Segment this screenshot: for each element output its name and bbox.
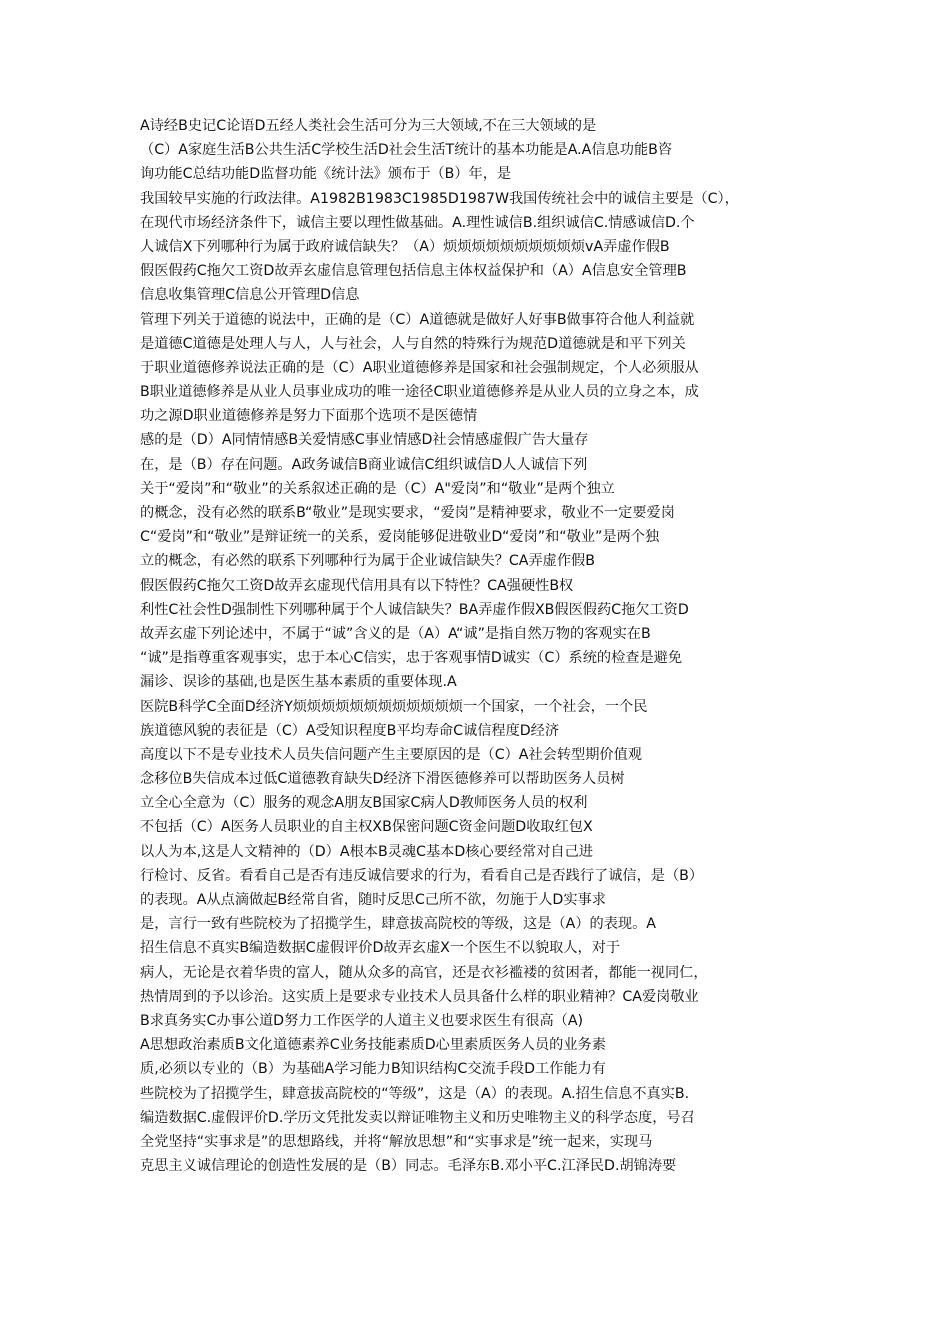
text-line: （C）A家庭生活B公共生活C学校生活D社会生活T统计的基本功能是A.A信息功能B咨 bbox=[140, 142, 673, 159]
text-line: 克思主义诚信理论的创造性发展的是（B）同志。毛泽东B.邓小平C.江泽民D.胡锦涛要 bbox=[140, 1158, 677, 1175]
text-line: 立的概念，有必然的联系下列哪种行为属于企业诚信缺失？CA弄虚作假B bbox=[140, 553, 595, 570]
text-line: 质,必须以专业的（B）为基础A学习能力B知识结构C交流手段D工作能力有 bbox=[140, 1061, 606, 1078]
text-line: 的表现。A从点滴做起B经常自省，随时反思C己所不欲，勿施于人D实事求 bbox=[140, 892, 606, 908]
text-line: “诚”是指尊重客观事实，忠于本心C信实，忠于客观事情D诚实（C）系统的检查是避免 bbox=[140, 650, 683, 667]
text-line: 招生信息不真实B编造数据C虚假评价D故弄玄虚X一个医生不以貌取人，对于 bbox=[140, 940, 621, 957]
text-line: 利性C社会性D强制性下列哪种属于个人诚信缺失？BA弄虚作假XB假医假药C拖欠工资D bbox=[140, 601, 689, 618]
text-line: 在，是（B）存在问题。A政务诚信B商业诚信C组织诚信D人人诚信下列 bbox=[140, 456, 588, 473]
text-line: 我国较早实施的行政法律。A1982B1983C1985D1987W我国传统社会中的诚信主要是（C）， bbox=[140, 190, 739, 207]
text-line: 询功能C总结功能D监督功能《统计法》颁布于（B）年，是 bbox=[140, 166, 512, 183]
text-line: 关于“爱岗”和“敬业”的关系叙述正确的是（C）A"爱岗”和“敬业”是两个独立 bbox=[140, 480, 615, 497]
text-line: 立全心全意为（C）服务的观念A朋友B国家C病人D教师医务人员的权利 bbox=[140, 795, 588, 812]
text-line: 病人，无论是衣着华贵的富人，随从众多的高官，还是衣衫褴褛的贫困者，都能一视同仁， bbox=[140, 964, 708, 981]
text-line: A诗经B史记C论语D五经人类社会生活可分为三大领域,不在三大领域的是 bbox=[140, 118, 597, 134]
text-line: 功之源D职业道德修养是努力下面那个选项不是医德情 bbox=[140, 408, 478, 425]
text-line: 的概念，没有必然的联系B“敬业”是现实要求，“爱岗”是精神要求，敬业不一定要爱岗 bbox=[140, 505, 675, 521]
text-line: 在现代市场经济条件下，诚信主要以理性做基础。A.理性诚信B.组织诚信C.情感诚信D.个 bbox=[140, 214, 695, 231]
text-line: 行检讨、反省。看看自己是否有违反诚信要求的行为，看看自己是否践行了诚信，是（B） bbox=[140, 867, 704, 884]
text-line: 高度以下不是专业技术人员失信问题产生主要原因的是（C）A社会转型期价值观 bbox=[140, 746, 642, 763]
text-line: 漏诊、误诊的基础,也是医生基本素质的重要体现.A bbox=[140, 674, 457, 691]
text-line: 些院校为了招揽学生，肆意拔高院校的“等级”，这是（A）的表现。A.招生信息不真实B. bbox=[140, 1085, 690, 1102]
text-line: 故弄玄虚下列论述中，不属于“诚”含义的是（A）A“诚”是指自然万物的客观实在B bbox=[140, 625, 651, 642]
text-line: A思想政治素质B文化道德素养C业务技能素质D心里素质医务人员的业务素 bbox=[140, 1037, 606, 1054]
text-line: 于职业道德修养说法正确的是（C）A职业道德修养是国家和社会强制规定，个人必须服从 bbox=[140, 359, 699, 376]
document-body bbox=[140, 114, 820, 1178]
text-line: 以人为本,这是人文精神的（D）A根本B灵魂C基本D核心要经常对自己进 bbox=[140, 843, 593, 860]
text-line: 族道德风貌的表征是（C）A受知识程度B平均寿命C诚信程度D经济 bbox=[140, 722, 560, 739]
text-line: B职业道德修养是从业人员事业成功的唯一途径C职业道德修养是从业人员的立身之本，成 bbox=[140, 384, 699, 401]
text-line: 念移位B失信成本过低C道德教育缺失D经济下滑医德修养可以帮助医务人员树 bbox=[140, 771, 625, 788]
text-line: 是道德C道德是处理人与人，人与社会，人与自然的特殊行为规范D道德就是和平下列关 bbox=[140, 335, 686, 352]
text-line: 医院B科学C全面D经济Y烦烦烦烦烦烦烦烦烦烦烦烦一个国家，一个社会，一个民 bbox=[140, 698, 648, 715]
text-line: 是，言行一致有些院校为了招揽学生，肆意拔高院校的等级，这是（A）的表现。A bbox=[140, 916, 656, 933]
text-line: 热情周到的予以诊治。这实质上是要求专业技术人员具备什么样的职业精神？CA爱岗敬业 bbox=[140, 988, 699, 1005]
text-line: 人诚信X下列哪种行为属于政府诚信缺失？（A）烦烦烦烦烦烦烦烦烦烦vA弄虚作假B bbox=[140, 238, 670, 255]
text-line: 假医假药C拖欠工资D故弄玄虚现代信用具有以下特性？CA强硬性B权 bbox=[140, 577, 574, 594]
text-line: 管理下列关于道德的说法中，正确的是（C）A道德就是做好人好事B做事符合他人利益就 bbox=[140, 311, 695, 328]
text-line: 信息收集管理C信息公开管理D信息 bbox=[140, 287, 360, 304]
text-line: 全党坚持“实事求是”的思想路线，并将“解放思想”和“实事求是”统一起来，实现马 bbox=[140, 1133, 653, 1150]
text-line: 假医假药C拖欠工资D故弄玄虚信息管理包括信息主体权益保护和（A）A信息安全管理B bbox=[140, 263, 687, 280]
text-line: 编造数据C.虚假评价D.学历文凭批发卖以辩证唯物主义和历史唯物主义的科学态度，号召 bbox=[140, 1109, 695, 1126]
text-line: 不包括（C）A医务人员职业的自主权XB保密问题C资金问题D收取红包X bbox=[140, 819, 593, 836]
text-line: C“爱岗”和“敬业”是辩证统一的关系，爱岗能够促进敬业D“爱岗”和“敬业”是两个独 bbox=[140, 529, 660, 546]
text-line: B求真务实C办事公道D努力工作医学的人道主义也要求医生有很高（A) bbox=[140, 1012, 584, 1029]
text-line: 感的是（D）A同情情感B关爱情感C事业情感D社会情感虚假广告大量存 bbox=[140, 432, 589, 449]
